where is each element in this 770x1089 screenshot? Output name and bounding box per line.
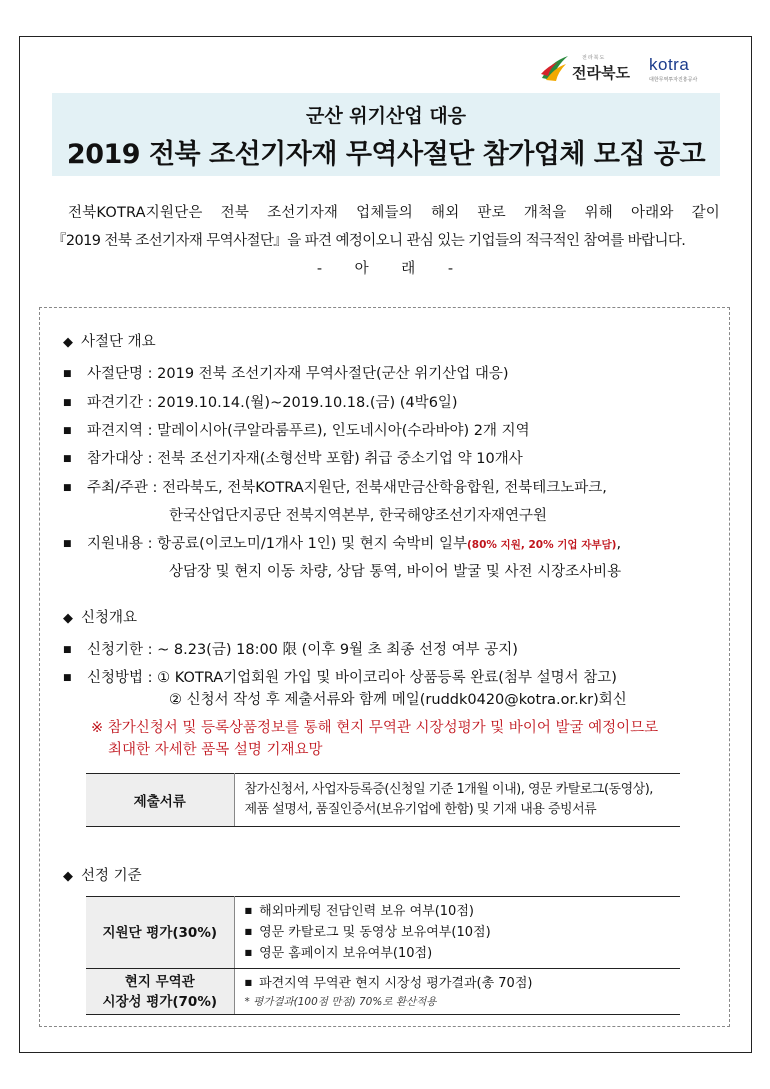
- page-title: 2019 전북 조선기자재 무역사절단 참가업체 모집 공고: [66, 139, 706, 170]
- jeonbuk-logo-sub: 전라북도: [582, 55, 606, 61]
- intro-paragraph: [52, 199, 720, 255]
- kotra-logo-word: kotra: [649, 55, 690, 74]
- square-bullet-icon: ■: [63, 673, 72, 683]
- jeonbuk-logo-text: 전라북도: [572, 64, 630, 82]
- overview-row: ■ 지원내용 : 항공료(이코노미/1개사 1인) 및 현지 숙박비 일부(80% 지원, 20% 기업 자부담),: [63, 536, 622, 552]
- table-row: [86, 969, 680, 1015]
- section-apply-title: ◆ 신청개요: [63, 610, 138, 626]
- square-bullet-icon: ■: [63, 539, 72, 549]
- section-overview-title: ◆ 사절단 개요: [63, 334, 156, 350]
- square-bullet-icon: ■: [63, 454, 72, 464]
- kotra-logo-sub: 대한무역투자진흥공사: [649, 77, 698, 83]
- square-bullet-icon: ■: [63, 398, 72, 408]
- jeonbuk-emblem-icon: [540, 54, 570, 82]
- warning-line-1: ※ 참가신청서 및 등록상품정보를 통해 현지 무역관 시장성평가 및 바이어 발굴 예정이므로: [91, 720, 659, 736]
- kotra-logo: [649, 55, 719, 85]
- section-criteria-title: ◆ 선정 기준: [63, 868, 142, 884]
- intro-center-note: - 아 래 -: [316, 261, 454, 277]
- criteria-header: 현지 무역관 시장성 평가(70%): [86, 969, 234, 1015]
- square-bullet-icon: ■: [63, 369, 72, 379]
- apply-row: ■ 신청기한 : ~ 8.23(금) 18:00 限 (이후 9월 초 최종 선정 여부 공지): [63, 642, 518, 658]
- criteria-table: [86, 896, 680, 1015]
- documents-table: [86, 773, 680, 827]
- documents-value: 참가신청서, 사업자등록증(신청일 기준 1개월 이내), 영문 카탈로그(동영상), 제품 설명서, 품질인증서(보유기업에 한함) 및 기재 내용 증빙서류: [234, 774, 680, 827]
- criteria-items: ■ 파견지역 무역관 현지 시장성 평가결과(총 70점) * 평가결과(100점 만점) 70%로 환산적용: [234, 969, 680, 1015]
- square-bullet-icon: ■: [63, 645, 72, 655]
- overview-row: ■ 참가대상 : 전북 조선기자재(소형선박 포함) 취급 중소기업 약 10개사: [63, 451, 523, 467]
- table-row: [86, 897, 680, 969]
- square-bullet-icon: ■: [244, 906, 253, 915]
- warning-line-2: 최대한 자세한 품목 설명 기재요망: [108, 742, 323, 758]
- overview-row: ■ 사절단명 : 2019 전북 조선기자재 무역사절단(군산 위기산업 대응): [63, 366, 509, 382]
- intro-line-1: 전북KOTRA지원단은 전북 조선기자재 업체들의 해외 판로 개척을 위해 아래와 같이: [68, 205, 720, 221]
- diamond-bullet-icon: ◆: [63, 335, 73, 350]
- jeonbuk-logo: [540, 52, 640, 86]
- intro-line-2: 『2019 전북 조선기자재 무역사절단』을 파견 예정이오니 관심 있는 기업들의 적극적인 참여를 바랍니다.: [52, 233, 686, 249]
- criteria-header: 지원단 평가(30%): [86, 897, 234, 969]
- overview-row: ■ 파견지역 : 말레이시아(쿠알라룸푸르), 인도네시아(수라바야) 2개 지역: [63, 423, 530, 439]
- square-bullet-icon: ■: [244, 978, 253, 987]
- title-sub: 군산 위기산업 대응: [305, 105, 467, 127]
- title-box: [52, 93, 720, 176]
- support-ratio-note: (80% 지원, 20% 기업 자부담): [466, 539, 617, 551]
- apply-row-continued: ② 신청서 작성 후 제출서류와 함께 메일(ruddk0420@kotra.or.kr)회신: [169, 692, 627, 708]
- apply-row: ■ 신청방법 : ① KOTRA기업회원 가입 및 바이코리아 상품등록 완료(첨부 설명서 참고): [63, 670, 617, 686]
- diamond-bullet-icon: ◆: [63, 611, 73, 626]
- square-bullet-icon: ■: [63, 483, 72, 493]
- criteria-items: ■ 해외마케팅 전담인력 보유 여부(10점) ■ 영문 카탈로그 및 동영상 보유여부(10점) ■ 영문 홈페이지 보유여부(10점): [234, 897, 680, 969]
- overview-row-continued: 상담장 및 현지 이동 차량, 상담 통역, 바이어 발굴 및 사전 시장조사비용: [169, 564, 622, 580]
- criteria-footnote: * 평가결과(100점 만점) 70%로 환산적용: [244, 996, 437, 1008]
- square-bullet-icon: ■: [244, 927, 253, 936]
- diamond-bullet-icon: ◆: [63, 869, 73, 884]
- square-bullet-icon: ■: [244, 948, 253, 957]
- overview-row: ■ 주최/주관 : 전라북도, 전북KOTRA지원단, 전북새만금산학융합원, 전북테크노파크,: [63, 480, 607, 496]
- square-bullet-icon: ■: [63, 426, 72, 436]
- overview-row-continued: 한국산업단지공단 전북지역본부, 한국해양조선기자재연구원: [169, 508, 548, 524]
- overview-row: ■ 파견기간 : 2019.10.14.(월)~2019.10.18.(금) (4박6일): [63, 395, 458, 411]
- documents-header: 제출서류: [86, 774, 234, 827]
